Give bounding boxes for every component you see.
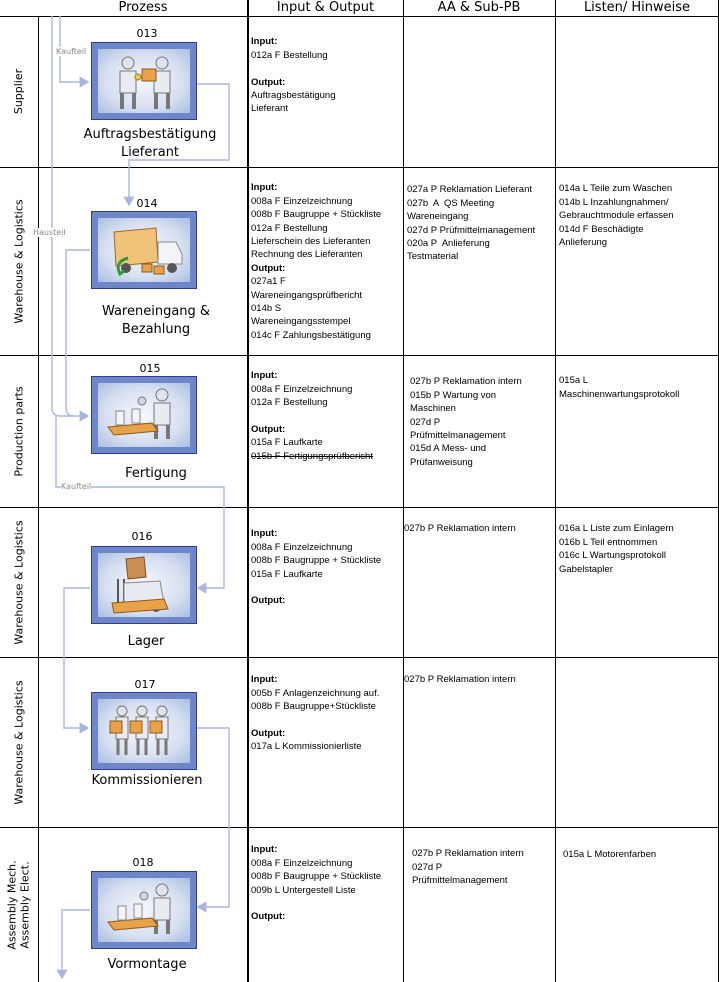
output-item: Wareneingangsstempel <box>251 316 351 328</box>
io-cell-014 <box>251 168 381 342</box>
aa-item: 027b A QS Meeting <box>407 197 495 209</box>
input-item: 012a F Bestellung <box>251 49 328 61</box>
connector-label-kaufteil: Kaufteil <box>61 482 92 491</box>
listen-item: 016a L Liste zum Einlagern <box>559 523 674 535</box>
aa-cell-016 <box>404 509 516 536</box>
process-box-017[interactable] <box>91 692 197 770</box>
input-item: 008b F Baugruppe+Stückliste <box>251 701 376 713</box>
listen-cell-016 <box>559 509 674 576</box>
aa-item: 027b P Reklamation intern <box>410 376 522 388</box>
connector-hausteil <box>52 16 88 416</box>
aa-item: 027d P Prüfmittelmanagement <box>407 224 536 236</box>
process-number: 014 <box>136 197 158 210</box>
process-name-015: Fertigung <box>125 466 187 481</box>
aa-item: Prüfanweisung <box>410 456 473 468</box>
listen-item: 014b L Inzahlungnahmen/ <box>559 196 669 208</box>
output-title: Output: <box>251 728 286 740</box>
aa-item: 015d A Mess- und <box>410 443 487 455</box>
aa-cell-018 <box>412 834 524 888</box>
process-name-014: Wareneingang & Bezahlung <box>101 304 211 337</box>
aa-cell-015 <box>410 362 522 469</box>
input-item: 008b F Baugruppe + Stückliste <box>251 209 382 221</box>
output-title: Output: <box>251 911 286 923</box>
aa-item: 027a P Reklamation Lieferant <box>407 184 532 196</box>
input-item: Lieferschein des Lieferanten <box>251 236 371 248</box>
listen-cell-014 <box>559 169 674 249</box>
lane-label-warehouse-logistics: Warehouse & Logistics <box>12 519 26 645</box>
input-title: Input: <box>251 844 278 856</box>
connector-label-hausteil: Hausteil <box>33 228 66 237</box>
listen-item: Gebrauchtmodule erfassen <box>559 210 674 222</box>
input-title: Input: <box>251 674 278 686</box>
process-box-016[interactable] <box>91 546 197 624</box>
connector-016-to-017 <box>64 588 90 728</box>
connector-018-out <box>62 910 90 978</box>
aa-cell-017 <box>404 660 516 687</box>
connector-label-kaufteil: Kaufteil <box>56 47 87 56</box>
output-title: Output: <box>251 262 286 274</box>
input-item: 012a F Bestellung <box>251 397 328 409</box>
handover-icon <box>98 49 192 115</box>
lane-label-production-parts: Production parts <box>12 385 26 477</box>
picking-workers-icon <box>98 699 192 765</box>
listen-cell-015 <box>559 361 679 401</box>
process-name-018: Vormontage <box>107 957 187 972</box>
aa-item: 027b P Reklamation intern <box>412 848 524 860</box>
delivery-truck-icon <box>98 218 192 284</box>
assembly-worker-icon <box>98 878 192 944</box>
input-item: 008a F Einzelzeichnung <box>251 857 353 869</box>
output-item: 027a1 F <box>251 276 286 288</box>
lane-label-supplier: Supplier <box>12 68 26 115</box>
listen-item: 014d F Beschädigte <box>559 223 644 235</box>
aa-item: Prüfmittelmanagement <box>410 430 506 442</box>
input-item: 008a F Einzelzeichnung <box>251 383 353 395</box>
aa-item: 020a P Anlieferung <box>407 238 490 250</box>
input-item: 005b F Anlagenzeichnung auf. <box>251 687 380 699</box>
output-item: 015a F Laufkarte <box>251 437 323 449</box>
input-item: 009b L Untergestell Liste <box>251 884 356 896</box>
io-cell-016 <box>251 514 381 608</box>
aa-cell-014 <box>407 170 535 264</box>
input-title: Input: <box>251 370 278 382</box>
connector-014-to-015 <box>66 250 90 416</box>
process-number: 017 <box>134 678 156 691</box>
input-item: 008a F Einzelzeichnung <box>251 541 353 553</box>
output-title: Output: <box>251 424 286 436</box>
input-item: 012a F Bestellung <box>251 222 328 234</box>
aa-item: 015b P Wartung von <box>410 389 497 401</box>
listen-item: 016b L Teil entnommen <box>559 536 658 548</box>
process-name-017: Kommissionieren <box>91 773 203 788</box>
connector-017-to-018 <box>196 728 229 907</box>
process-box-015[interactable] <box>91 376 197 454</box>
output-item: Lieferant <box>251 103 288 115</box>
aa-item: 027b P Reklamation intern <box>404 674 516 686</box>
process-number: 013 <box>136 27 158 40</box>
aa-item: Prüfmittelmanagement <box>412 875 508 887</box>
process-name-016: Lager <box>127 634 165 649</box>
process-name-013: Auftragsbestätigung Lieferant <box>83 127 217 160</box>
production-worker-icon <box>98 383 192 449</box>
listen-cell-018 <box>563 835 656 862</box>
input-item: 008b F Baugruppe + Stückliste <box>251 871 382 883</box>
input-item: Rechnung des Lieferanten <box>251 249 363 261</box>
listen-item: Maschinenwartungsprotokoll <box>559 388 680 400</box>
aa-item: Testmaterial <box>407 251 459 263</box>
output-title: Output: <box>251 76 286 88</box>
header-input-output: Input & Output <box>276 0 375 15</box>
listen-item: 015a L <box>559 375 589 387</box>
listen-item: Anlieferung <box>559 237 608 249</box>
input-title: Input: <box>251 36 278 48</box>
lane-label-warehouse-logistics: Warehouse & Logistics <box>12 679 26 805</box>
process-number: 018 <box>132 856 154 869</box>
io-cell-013 <box>251 22 336 116</box>
process-number: 016 <box>131 530 153 543</box>
lane-label-warehouse-logistics: Warehouse & Logistics <box>12 198 26 324</box>
forklift-icon <box>98 553 192 619</box>
process-box-018[interactable] <box>91 871 197 949</box>
input-item: 008a F Einzelzeichnung <box>251 195 353 207</box>
listen-item: 016c L Wartungsprotokoll <box>559 550 667 562</box>
aa-item: 027d P <box>412 861 443 873</box>
lane-label-assembly: Assembly Mech. Assembly Elect. <box>6 859 33 950</box>
output-item: 014b S <box>251 303 282 315</box>
output-title: Output: <box>251 595 286 607</box>
input-title: Input: <box>251 528 278 540</box>
header-prozess: Prozess <box>118 0 168 15</box>
listen-item: 015a L Motorenfarben <box>563 849 657 861</box>
io-cell-018 <box>251 830 381 924</box>
aa-item: Maschinen <box>410 403 456 415</box>
listen-item: Gabelstapler <box>559 563 613 575</box>
output-item-struck: 015b F Fertigungsprüfbericht <box>251 450 373 462</box>
output-item: Auftragsbestätigung <box>251 90 336 102</box>
input-item: 008b F Baugruppe + Stückliste <box>251 555 382 567</box>
io-cell-017 <box>251 660 379 754</box>
output-item: 014c F Zahlungsbestätigung <box>251 329 371 341</box>
listen-item: 014a L Teile zum Waschen <box>559 183 673 195</box>
output-item: 017a L Kommissionierliste <box>251 741 362 753</box>
input-title: Input: <box>251 182 278 194</box>
aa-item: 027b P Reklamation intern <box>404 523 516 535</box>
io-cell-015 <box>251 356 373 463</box>
aa-item: 027d P <box>410 416 441 428</box>
process-box-014[interactable] <box>91 211 197 289</box>
input-item: 015a F Laufkarte <box>251 568 323 580</box>
header-aa-sub-pb: AA & Sub-PB <box>437 0 521 15</box>
aa-item: Wareneingang <box>407 211 469 223</box>
output-item: Wareneingangsprüfbericht <box>251 289 363 301</box>
header-listen-hinweise: Listen/ Hinweise <box>583 0 691 15</box>
process-number: 015 <box>139 362 161 375</box>
process-box-013[interactable] <box>91 42 197 120</box>
